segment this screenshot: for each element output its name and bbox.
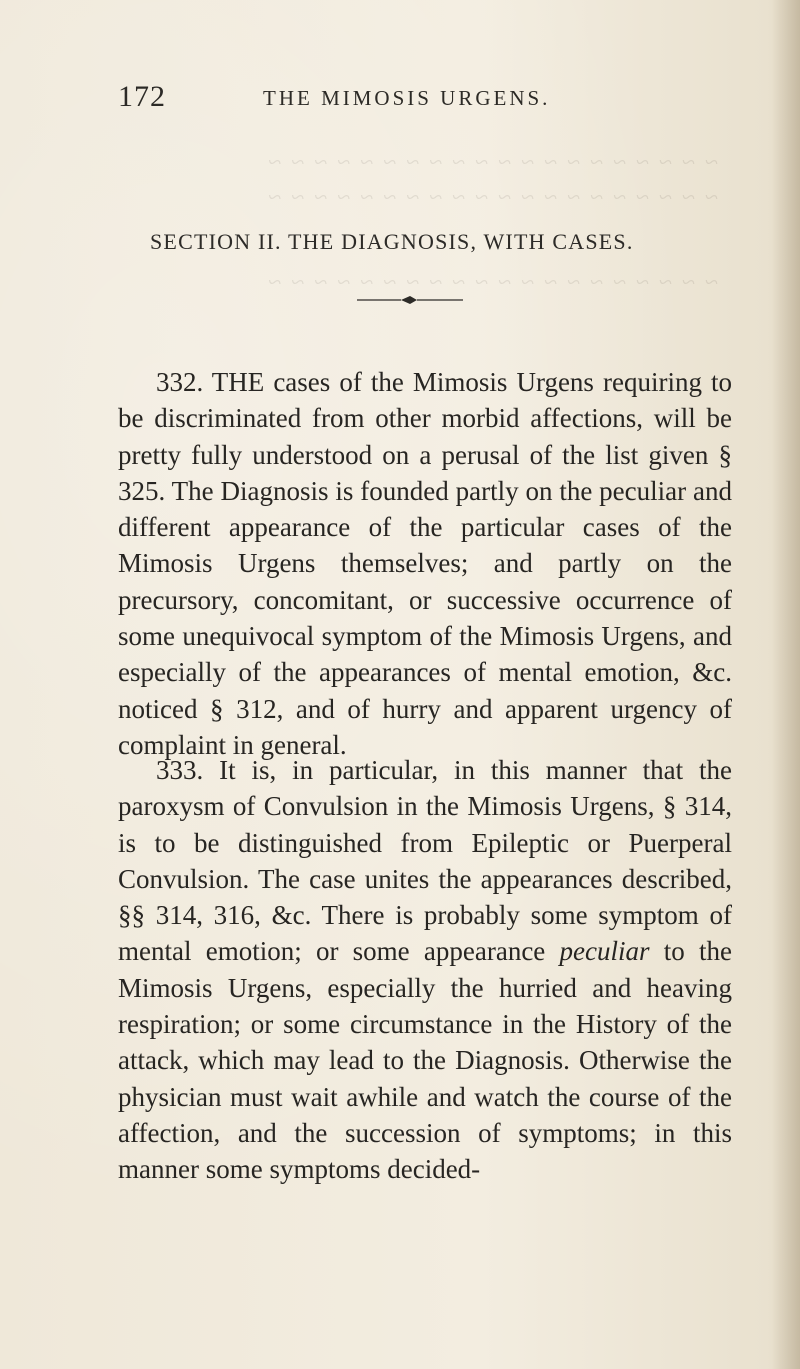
ornamental-rule-icon [355, 294, 465, 306]
paragraph-333 [118, 752, 732, 1188]
paragraph-text [118, 752, 732, 1188]
page-edge-shadow [772, 0, 800, 1369]
running-title: THE MIMOSIS URGENS. [263, 86, 551, 110]
show-through-text: ~ ~ ~ ~ ~ ~ ~ ~ ~ ~ ~ ~ ~ ~ ~ ~ ~ ~ ~ ~ [266, 150, 718, 176]
paragraph-text-part: to the Mimosis Urgens, especially the hurried and heaving respiration; or some circumstance in the History of the attack, which may lead to the Diagnosis. Otherwise the physician must wait awhile and watch the course of the affection, and the succession of symptoms; in this manner some symptoms decided- [118, 936, 732, 1185]
paragraph-332 [118, 364, 732, 763]
emphasis-text: peculiar [559, 936, 650, 967]
show-through-text: ~ ~ ~ ~ ~ ~ ~ ~ ~ ~ ~ ~ ~ ~ ~ ~ ~ ~ ~ ~ [266, 270, 718, 296]
paragraph-text: 332. THE cases of the Mimosis Urgens requiring to be discriminated from other morbid affections, will be pretty fully understood on a perusal of the list given § 325. The Diagnosis is founded partly on the peculiar and different appearance of the particular cases of the Mimosis Urgens themselves; and partly on the precursory, concomitant, or successive occurrence of some unequivocal symptom of the Mimosis Urgens, and especially of the appearances of mental emotion, &c. noticed § 312, and of hurry and apparent urgency of complaint in general. [118, 367, 732, 760]
page-number: 172 [118, 80, 166, 113]
paragraph-text-part: 333. It is, in particular, in this manner that the paroxysm of Convulsion in the Mimosis Urgens, § 314, is to be distinguished from Epileptic or Puerperal Convulsion. The case unites the appearances described, §§ 314, 316, &c. There is probably some symptom of mental emotion; or some appearance [118, 755, 732, 967]
section-heading: SECTION II. THE DIAGNOSIS, WITH CASES. [150, 229, 634, 254]
running-head [118, 80, 718, 120]
show-through-text: ~ ~ ~ ~ ~ ~ ~ ~ ~ ~ ~ ~ ~ ~ ~ ~ ~ ~ ~ ~ [266, 185, 718, 211]
